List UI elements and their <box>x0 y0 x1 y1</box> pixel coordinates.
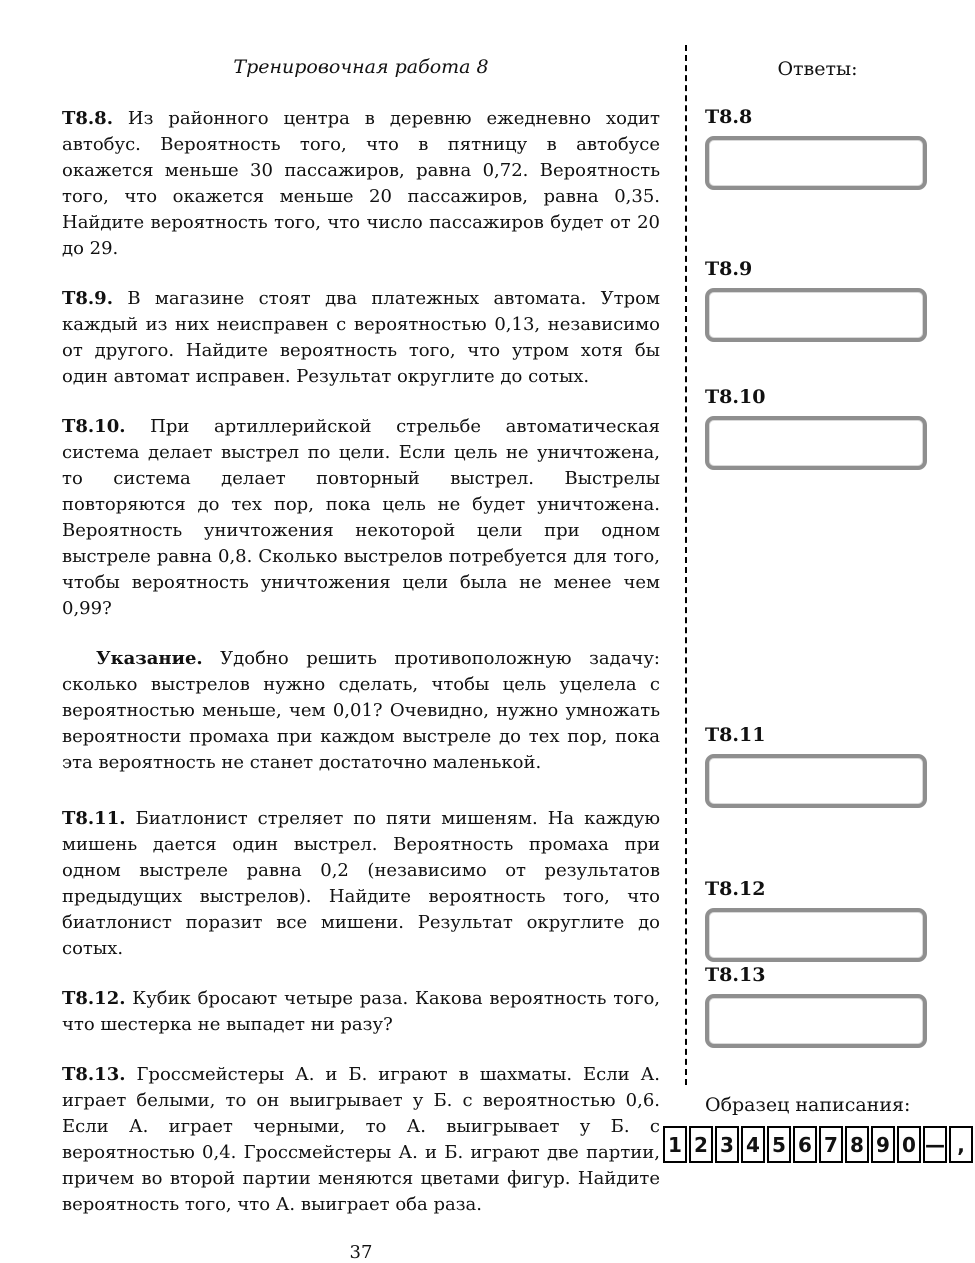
answer-row-t8-8 <box>705 106 930 190</box>
sample-char-cell: 7 <box>819 1126 843 1163</box>
answer-row-t8-11 <box>705 724 930 808</box>
hint-lead: Указание. <box>96 648 203 669</box>
answer-box-t8-8[interactable] <box>705 136 927 190</box>
problem-text: При артиллерийской стрельбе автоматическая система делает выстрел по цели. Если цель не уничтожена, то система делает повторный выстрел. Выстрелы повторяются до тех пор, пока цель не будет уничтожена. Вероятность уничтожения некоторой цели при одном выстреле равна 0,8. Сколько выстрелов потребуется для того, чтобы вероятность уничтожения цели была не менее чем 0,99? <box>62 416 660 619</box>
answer-box-t8-11[interactable] <box>705 754 927 808</box>
problem-id: Т8.10. <box>62 416 126 437</box>
problem-text: В магазине стоят два платежных автомата. Утром каждый из них неисправен с вероятностью 0,13, независимо от другого. Найдите вероятность того, что утром хотя бы один автомат исправен. Результат округлите до сотых. <box>62 288 660 387</box>
answers-header: Ответы: <box>777 58 858 80</box>
problem-id: Т8.13. <box>62 1064 126 1085</box>
sample-char-cell: 1 <box>663 1126 687 1163</box>
sample-char-cell: 0 <box>897 1126 921 1163</box>
sample-char-cell: 4 <box>741 1126 765 1163</box>
answer-label: Т8.9 <box>705 258 753 280</box>
sample-char-cell: 2 <box>689 1126 713 1163</box>
problem-id: Т8.12. <box>62 988 126 1009</box>
problem-t8-12 <box>62 986 660 1038</box>
answer-row-t8-12 <box>705 878 930 962</box>
problem-text: Из районного центра в деревню ежедневно ходит автобус. Вероятность того, что в пятницу в автобусе окажется меньше 30 пассажиров, равна 0,72. Вероятность того, что окажется меньше 20 пассажиров, равна 0,35. Найдите вероятность того, что число пассажиров будет от 20 до 29. <box>62 108 660 259</box>
sample-char-cell: — <box>923 1126 947 1163</box>
problem-id: Т8.9. <box>62 288 113 309</box>
sample-char-cell: , <box>949 1126 973 1163</box>
dashed-divider <box>685 45 687 1085</box>
answer-box-t8-10[interactable] <box>705 416 927 470</box>
problem-t8-11 <box>62 806 660 962</box>
sample-char-cell: 8 <box>845 1126 869 1163</box>
sample-char-cell: 5 <box>767 1126 791 1163</box>
answer-box-t8-12[interactable] <box>705 908 927 962</box>
problem-t8-9 <box>62 286 660 390</box>
problem-t8-13 <box>62 1062 660 1218</box>
problem-t8-8 <box>62 106 660 262</box>
writing-sample-row <box>663 1126 973 1163</box>
answer-box-t8-9[interactable] <box>705 288 927 342</box>
answer-row-t8-10 <box>705 386 930 470</box>
answer-label: Т8.10 <box>705 386 766 408</box>
sample-char-cell: 9 <box>871 1126 895 1163</box>
problem-id: Т8.11. <box>62 808 126 829</box>
answer-label: Т8.8 <box>705 106 753 128</box>
hint-text: Удобно решить противоположную задачу: сколько выстрелов нужно сделать, чтобы цель уцелела с вероятностью меньше, чем 0,01? Очевидно, нужно умножать вероятности промаха при каждом выстреле до тех пор, пока эта вероятность не станет достаточно маленькой. <box>62 648 660 773</box>
answer-label: Т8.12 <box>705 878 766 900</box>
answer-label: Т8.13 <box>705 964 766 986</box>
problem-t8-10 <box>62 414 660 622</box>
problem-id: Т8.8. <box>62 108 113 129</box>
writing-sample-label: Образец написания: <box>705 1094 911 1116</box>
sample-char-cell: 6 <box>793 1126 817 1163</box>
answer-row-t8-13 <box>705 964 930 1048</box>
problem-text: Кубик бросают четыре раза. Какова вероятность того, что шестерка не выпадет ни разу? <box>62 988 660 1035</box>
answer-box-t8-13[interactable] <box>705 994 927 1048</box>
problem-text: Гроссмейстеры А. и Б. играют в шахматы. Если А. играет белыми, то он выигрывает у Б. с вероятностью 0,6. Если А. играет черными, то А. выигрывает у Б. с вероятностью 0,4. Гроссмейстеры А. и Б. играют две партии, причем во второй партии меняются цветами фигур. Найдите вероятность того, что А. выиграет оба раза. <box>62 1064 660 1215</box>
problem-text: Биатлонист стреляет по пяти мишеням. На каждую мишень дается один выстрел. Вероятность промаха при одном выстреле равна 0,2 (независимо от результатов предыдущих выстрелов). Найдите вероятность того, что биатлонист поразит все мишени. Результат округлите до сотых. <box>62 808 660 959</box>
hint-paragraph <box>62 646 660 776</box>
answer-row-t8-9 <box>705 258 930 342</box>
answer-label: Т8.11 <box>705 724 766 746</box>
problems-column <box>62 56 660 1263</box>
page-number: 37 <box>349 1242 373 1263</box>
sample-char-cell: 3 <box>715 1126 739 1163</box>
page-header-title: Тренировочная работа 8 <box>233 56 489 78</box>
